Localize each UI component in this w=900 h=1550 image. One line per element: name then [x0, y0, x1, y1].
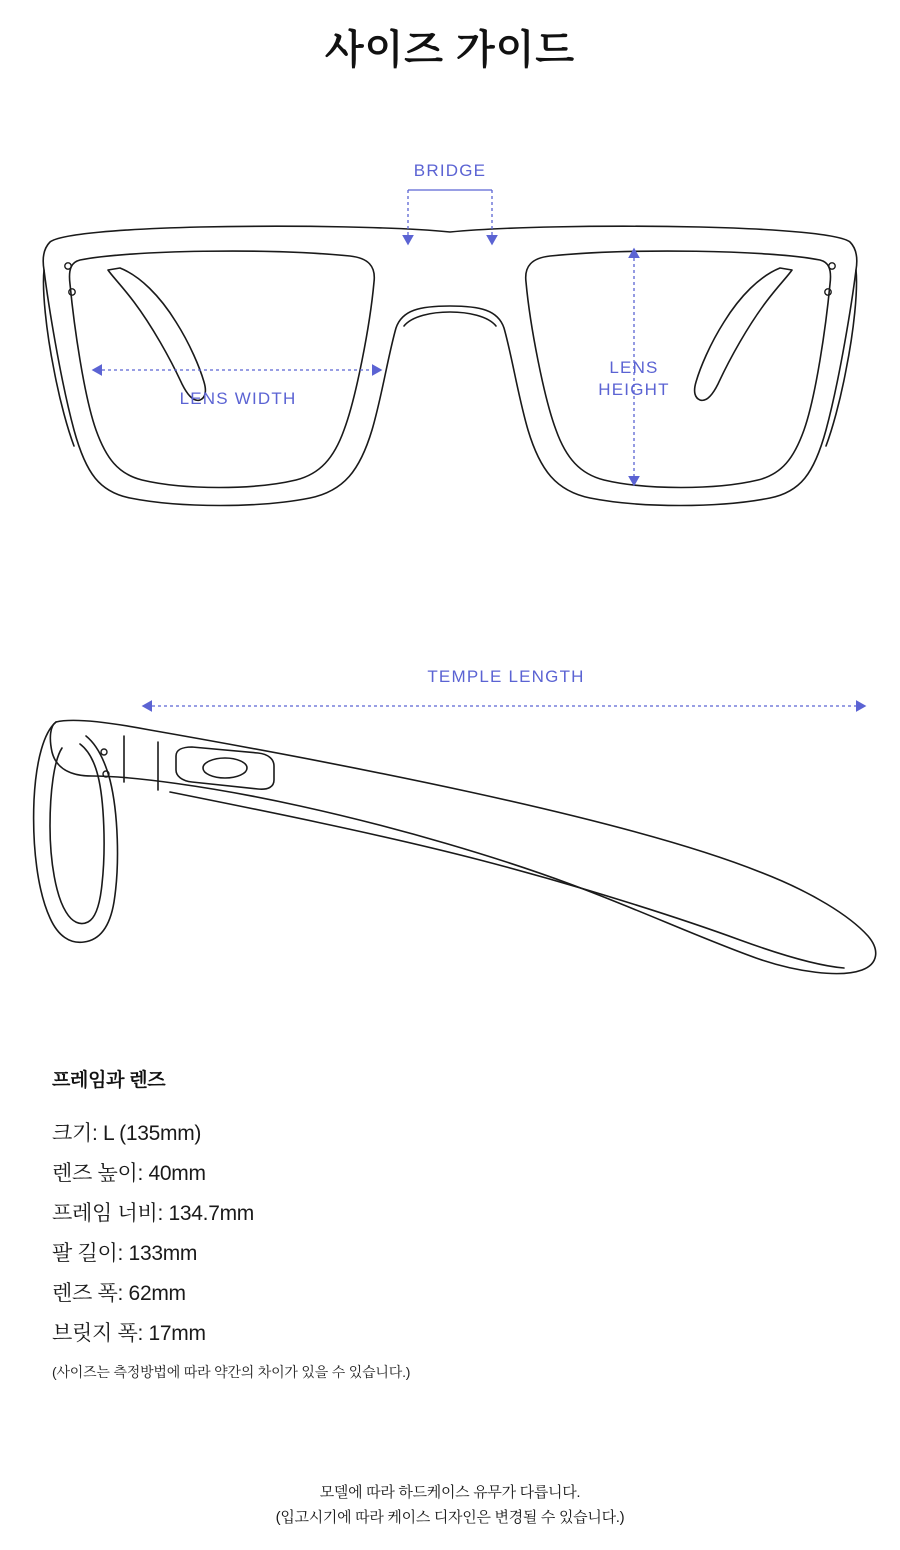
spec-item-lens-height: 렌즈 높이: 40mm: [52, 1162, 206, 1185]
spec-note: (사이즈는 측정방법에 따라 약간의 차이가 있을 수 있습니다.): [52, 1364, 411, 1380]
right-screw-bottom: [825, 289, 831, 295]
lens-height-label-line2: HEIGHT: [598, 380, 670, 399]
footer-line-1: 모델에 따라 하드케이스 유무가 다릅니다.: [319, 1484, 581, 1501]
lens-width-label: LENS WIDTH: [179, 389, 297, 408]
temple-inner-contour: [170, 792, 844, 968]
brand-logo-mark: [203, 758, 247, 778]
page-title: 사이즈 가이드: [325, 28, 575, 72]
left-screw-bottom: [69, 289, 75, 295]
front-view-diagram: [0, 130, 900, 560]
lens-height-label-line1: LENS: [609, 358, 659, 377]
footer-note: [0, 1480, 900, 1530]
bridge-label: BRIDGE: [413, 161, 487, 180]
spec-item-bridge-width: 브릿지 폭: 17mm: [52, 1322, 206, 1345]
right-screw-top: [829, 263, 835, 269]
bridge-inner-line: [404, 312, 496, 326]
side-screw-top: [101, 749, 107, 755]
right-temple-stub: [695, 268, 792, 400]
frame-outline: [43, 226, 857, 505]
left-screw-top: [65, 263, 71, 269]
temple-arm-outline: [50, 720, 875, 973]
lens-inner-edge: [50, 744, 104, 924]
spec-item-lens-width: 렌즈 폭: 62mm: [52, 1282, 186, 1305]
temple-length-label: TEMPLE LENGTH: [427, 667, 585, 686]
spec-block: [52, 1065, 752, 1382]
spec-item-size: 크기: L (135mm): [52, 1122, 202, 1145]
side-view-diagram: [0, 640, 900, 1040]
right-lens-inner: [526, 251, 831, 487]
footer-line-2: (입고시기에 따라 케이스 디자인은 변경될 수 있습니다.): [275, 1509, 625, 1526]
left-temple-stub: [108, 268, 205, 400]
spec-list: [52, 1114, 752, 1354]
spec-item-temple-length: 팔 길이: 133mm: [52, 1242, 198, 1265]
left-lens-inner: [69, 251, 374, 487]
spec-item-frame-width: 프레임 너비: 134.7mm: [52, 1202, 254, 1225]
brand-logo-plate: [176, 747, 274, 789]
spec-heading: 프레임과 렌즈: [52, 1070, 166, 1091]
